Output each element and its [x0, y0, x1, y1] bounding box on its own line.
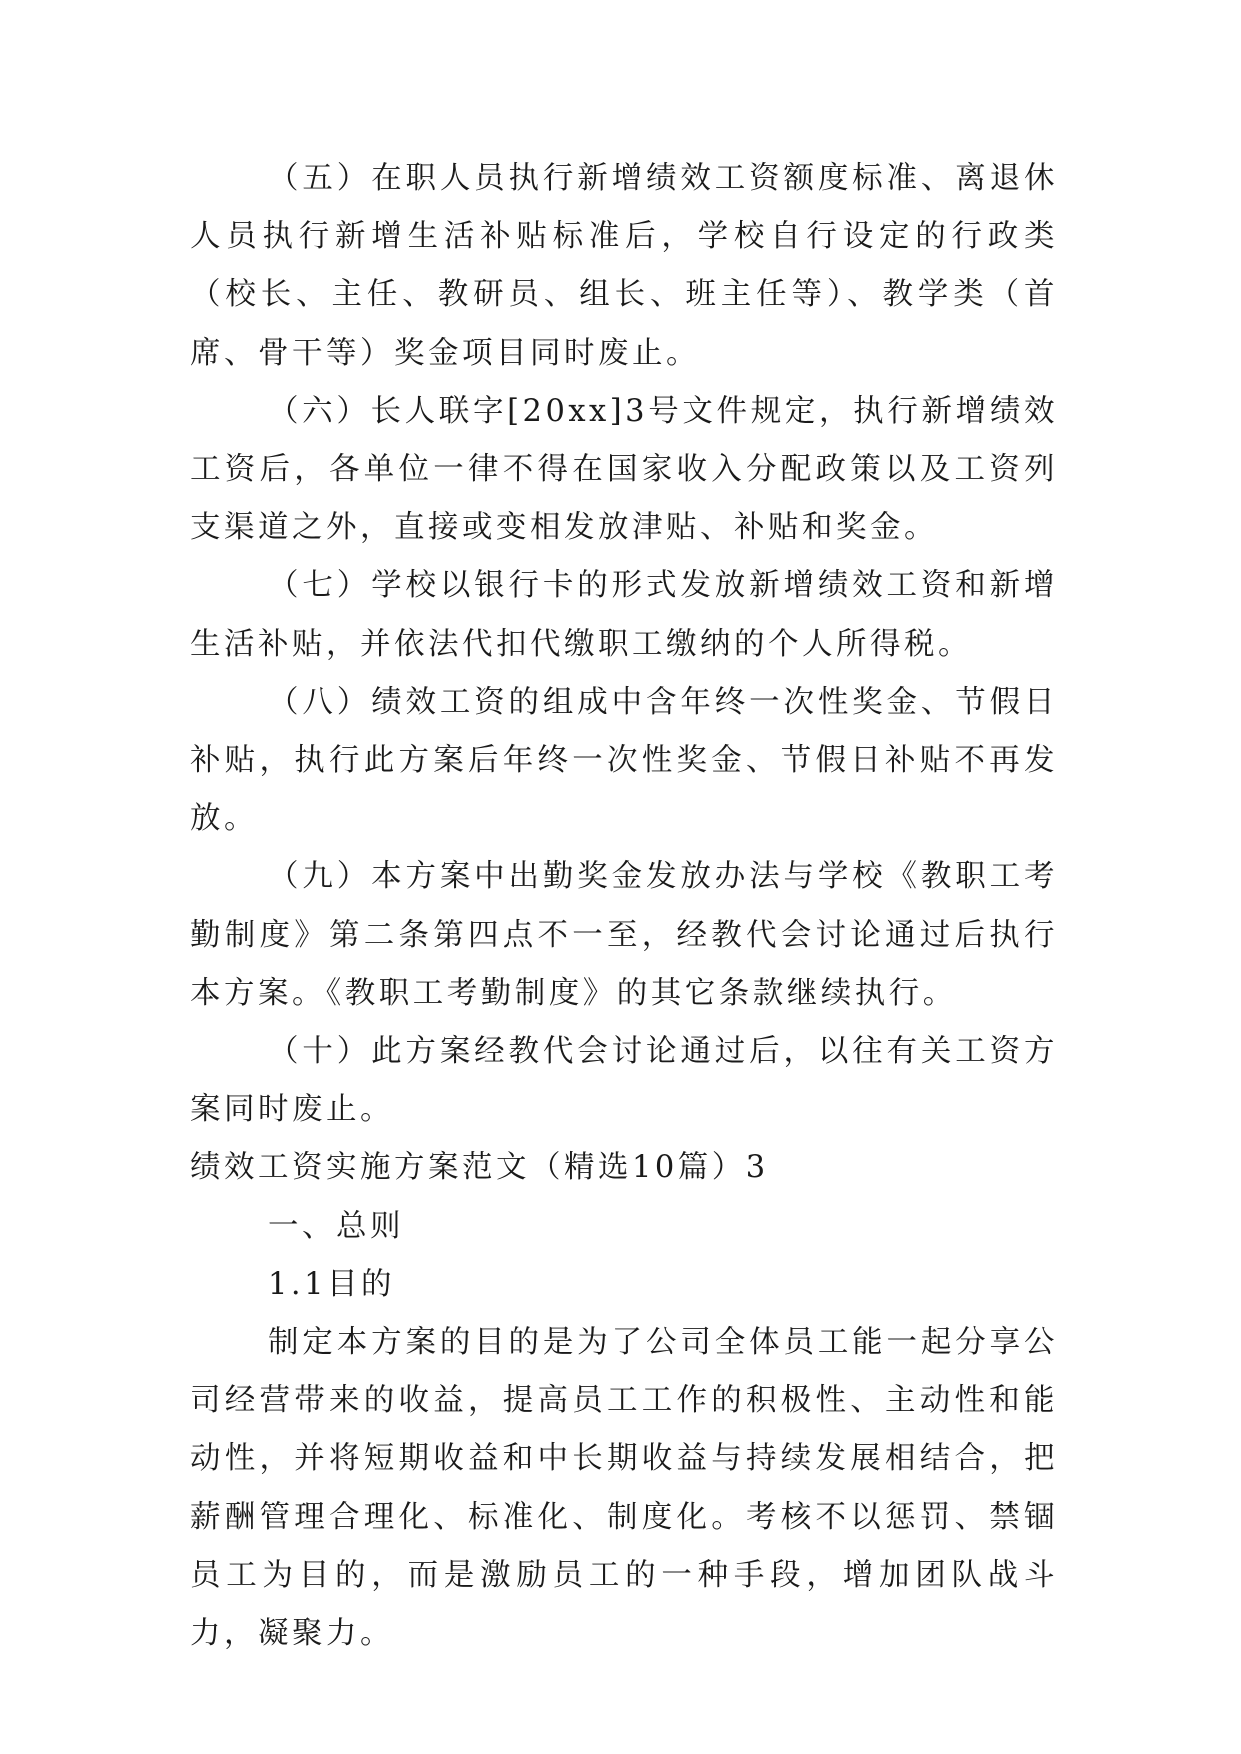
chapter-title: 一、总则 — [268, 1208, 404, 1244]
paragraph-item-5: （五）在职人员执行新增绩效工资额度标准、离退休人员执行新增生活补贴标准后，学校自行设定的行政类（校长、主任、教研员、组长、班主任等）、教学类（首席、骨干等）奖金项目同时废止。 — [190, 161, 1058, 371]
purpose-paragraph: 制定本方案的目的是为了公司全体员工能一起分享公司经营带来的收益，提高员工工作的积极性、主动性和能动性，并将短期收益和中长期收益与持续发展相结合，把薪酬管理合理化、标准化、制度化。考核不以惩罚、禁锢员工为目的，而是激励员工的一种手段，增加团队战斗力，凝聚力。 — [190, 1325, 1058, 1652]
paragraph-item-8: （八）绩效工资的组成中含年终一次性奖金、节假日补贴，执行此方案后年终一次性奖金、节假日补贴不再发放。 — [190, 684, 1058, 837]
subsection-title: 1.1目的 — [268, 1266, 396, 1302]
paragraph-item-10: （十）此方案经教代会讨论通过后，以往有关工资方案同时废止。 — [190, 1034, 1058, 1128]
document-body — [190, 150, 1058, 1663]
paragraph-item-6: （六）长人联字[20xx]3号文件规定，执行新增绩效工资后，各单位一律不得在国家收入分配政策以及工资列支渠道之外，直接或变相发放津贴、补贴和奖金。 — [190, 393, 1058, 546]
section-heading: 绩效工资实施方案范文（精选10篇）3 — [190, 1150, 769, 1186]
paragraph-item-9: （九）本方案中出勤奖金发放办法与学校《教职工考勤制度》第二条第四点不一至，经教代会讨论通过后执行本方案。《教职工考勤制度》的其它条款继续执行。 — [190, 859, 1058, 1011]
paragraph-item-7: （七）学校以银行卡的形式发放新增绩效工资和新增生活补贴，并依法代扣代缴职工缴纳的个人所得税。 — [190, 568, 1058, 662]
